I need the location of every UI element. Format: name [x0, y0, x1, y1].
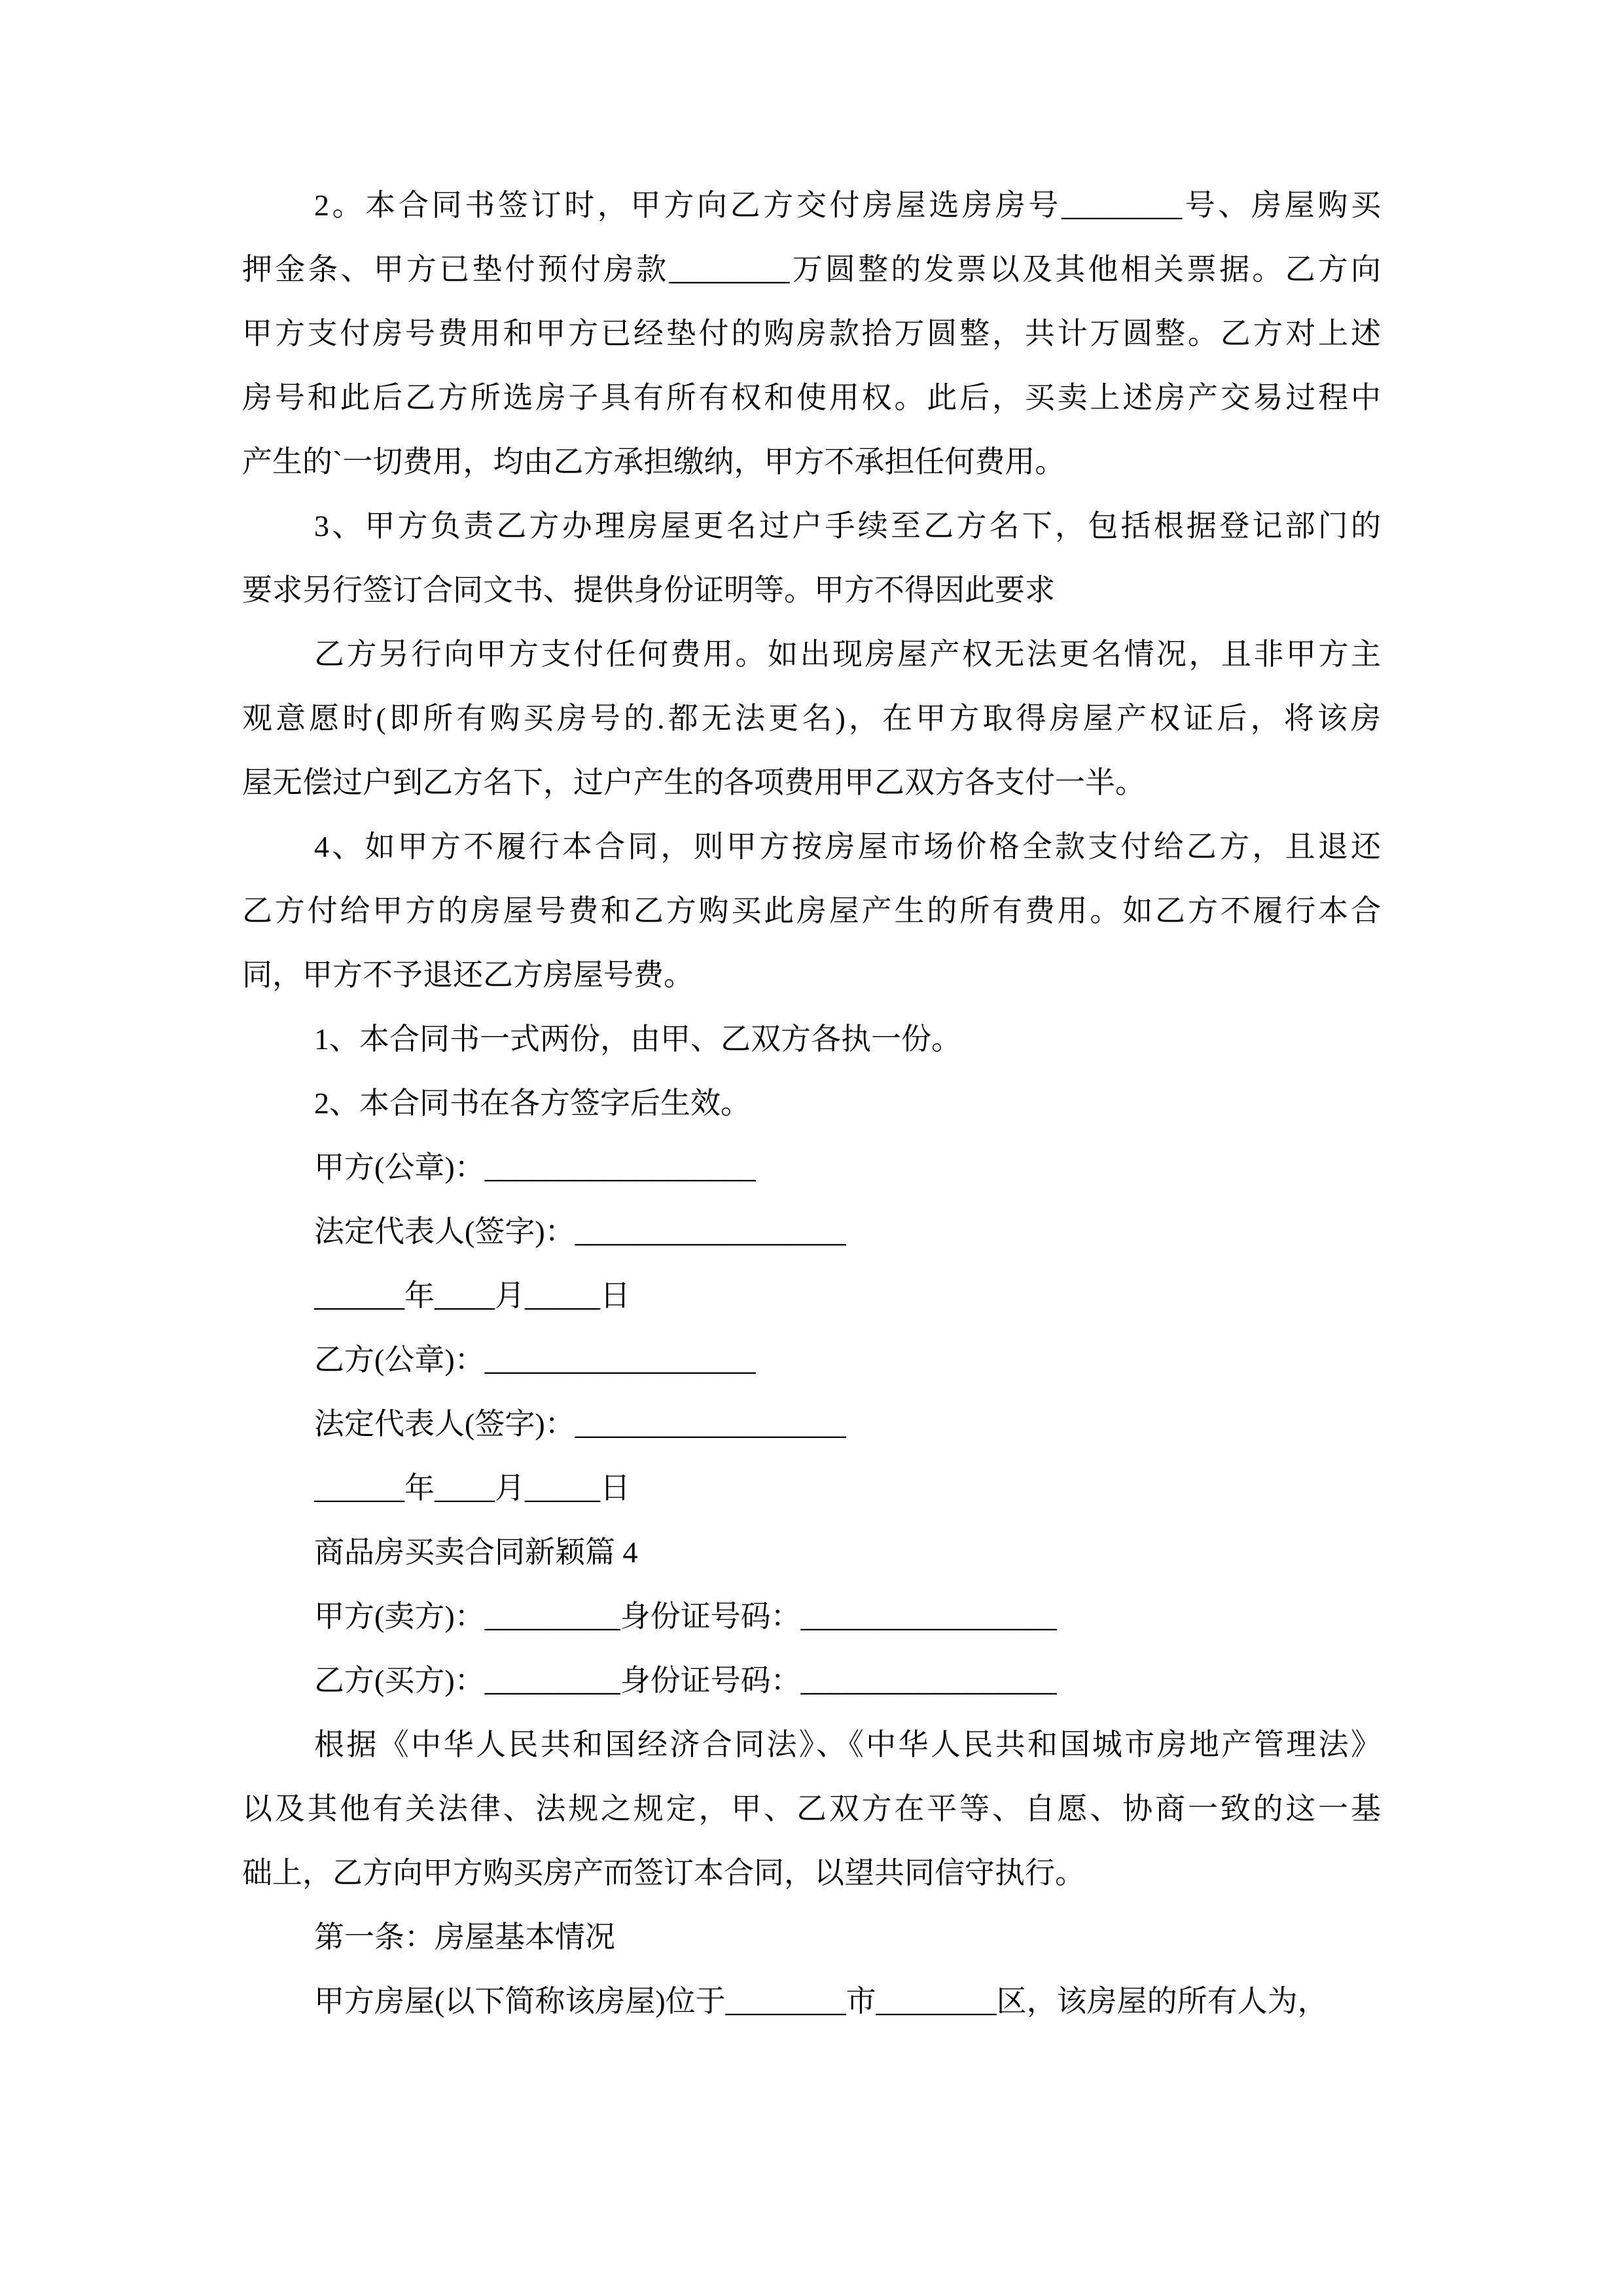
text-line: 1、本合同书一式两份，由甲、乙双方各执一份。: [314, 1022, 961, 1056]
text-line: 要求另行签订合同文书、提供身份证明等。甲方不得因此要求: [242, 573, 1055, 607]
text-line: 商品房买卖合同新颖篇 4: [314, 1535, 638, 1569]
text-line: 乙方(买方)：_________身份证号码：_________________: [314, 1664, 1057, 1697]
contract-body: [242, 173, 1381, 2034]
text-line: 甲方房屋(以下简称该房屋)位于________市________区，该房屋的所有人为，: [314, 1984, 1328, 2018]
clause-4-breach: [242, 815, 1381, 1007]
text-line: 以及其他有关法律、法规之规定，甲、乙双方在平等、自愿、协商一致的这一基: [242, 1792, 1381, 1825]
party-b-buyer-id-line: [242, 1649, 1381, 1713]
text-line: 乙方付给甲方的房屋号费和乙方购买此房屋产生的所有费用。如乙方不履行本合: [242, 894, 1381, 927]
final-clause-2-effective: [242, 1071, 1381, 1136]
section-title-part-4: [242, 1520, 1381, 1585]
text-line: 础上，乙方向甲方购买房产而签订本合同，以望共同信守执行。: [242, 1856, 1085, 1890]
date-line-party-b: [242, 1456, 1381, 1520]
text-line: 第一条：房屋基本情况: [314, 1920, 615, 1954]
text-line: ______年____月_____日: [314, 1279, 630, 1312]
date-line-party-a: [242, 1264, 1381, 1328]
party-b-seal-line: [242, 1328, 1381, 1392]
text-line: 甲方(卖方)：_________身份证号码：_________________: [314, 1600, 1057, 1633]
text-line: 房号和此后乙方所选房子具有所有权和使用权。此后，买卖上述房产交易过程中: [242, 381, 1381, 414]
text-line: 法定代表人(签字)：__________________: [314, 1407, 846, 1441]
clause-3-transfer: [242, 494, 1381, 622]
party-b-representative-line: [242, 1392, 1381, 1456]
article-1-title: [242, 1905, 1381, 1969]
text-line: 2。本合同书签订时，甲方向乙方交付房屋选房房号________号、房屋购买: [314, 188, 1381, 222]
text-line: 乙方(公章)：__________________: [314, 1343, 756, 1376]
text-line: 法定代表人(签字)：__________________: [314, 1215, 846, 1248]
text-line: 4、如甲方不履行本合同，则甲方按房屋市场价格全款支付给乙方，且退还: [314, 830, 1381, 863]
clause-2-delivery: [242, 173, 1381, 494]
text-line: 2、本合同书在各方签字后生效。: [314, 1086, 751, 1120]
text-line: 根据《中华人民共和国经济合同法》、《中华人民共和国城市房地产管理法》: [314, 1728, 1381, 1761]
party-a-seal-line: [242, 1136, 1381, 1200]
text-line: 3、甲方负责乙方办理房屋更名过户手续至乙方名下，包括根据登记部门的: [314, 509, 1381, 543]
text-line: 观意愿时(即所有购买房号的.都无法更名)，在甲方取得房屋产权证后，将该房: [242, 702, 1381, 735]
text-line: 产生的`一切费用，均由乙方承担缴纳，甲方不承担任何费用。: [242, 445, 1065, 478]
text-line: 同，甲方不予退还乙方房屋号费。: [242, 958, 694, 992]
text-line: 屋无偿过户到乙方名下，过户产生的各项费用甲乙双方各支付一半。: [242, 766, 1145, 799]
text-line: 甲方支付房号费用和甲方已经垫付的购房款拾万圆整，共计万圆整。乙方对上述: [242, 317, 1381, 350]
clause-3-transfer-continued: [242, 622, 1381, 815]
text-line: 甲方(公章)：__________________: [314, 1151, 756, 1184]
party-a-seller-id-line: [242, 1585, 1381, 1649]
final-clause-1-copies: [242, 1007, 1381, 1071]
article-1-house-location: [242, 1969, 1381, 2034]
preamble: [242, 1713, 1381, 1905]
text-line: ______年____月_____日: [314, 1471, 630, 1505]
text-line: 乙方另行向甲方支付任何费用。如出现房屋产权无法更名情况，且非甲方主: [314, 637, 1381, 671]
text-line: 押金条、甲方已垫付预付房款________万圆整的发票以及其他相关票据。乙方向: [242, 253, 1381, 286]
party-a-representative-line: [242, 1200, 1381, 1264]
